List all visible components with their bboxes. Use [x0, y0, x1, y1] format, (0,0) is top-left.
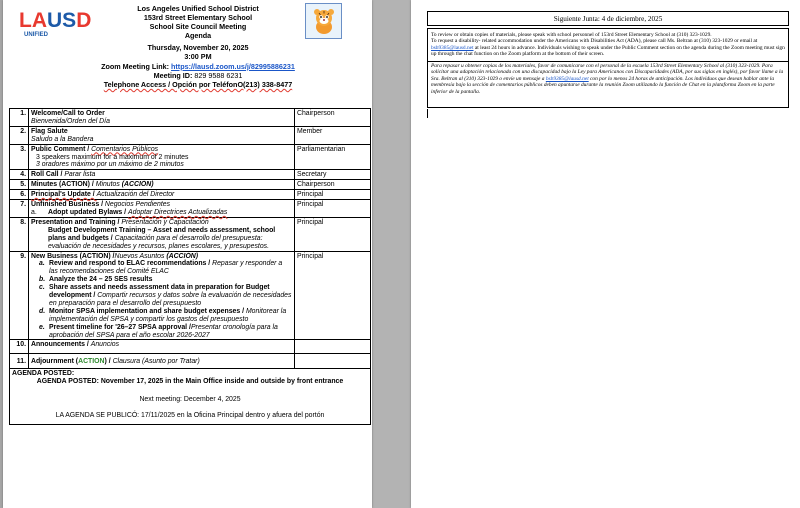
agenda-row-9: [10, 251, 371, 340]
zoom-link[interactable]: https://lausd.zoom.us/j/82995886231: [171, 61, 295, 71]
sub-title: Monitor SPSA implementation and share budget expenses /: [49, 307, 246, 315]
item-spanish: Negocios Pendientes: [104, 201, 171, 209]
item-content: [29, 144, 295, 170]
meeting-id-label: Meeting ID:: [153, 70, 193, 80]
item-title: Principal's Update /: [31, 191, 97, 199]
posted-spanish: LA AGENDA SE PUBLICÓ: 17/11/2025 en la Oficina Principal dentro y afuera del portón: [55, 411, 325, 419]
meeting-id: 829 9588 6231: [194, 70, 243, 80]
notice-es-1: Para repasar u obtener copias de los materiales, favor de comunicarse con el personal de la escuela 153rd Street Elementary School al (310) 323-1029. Para solicitar una adaptación relacionada con una discapacidad bajo la Ley para Americanos con Discapacidades (ADA, por sus siglas en inglés), por favor llame a la Sra. Beltran al (310) 323-1029 o envíe un mensaje a: [431, 63, 784, 82]
accommodation-notice: [427, 28, 789, 108]
item-spanish-action: (ACCIÓN): [166, 252, 199, 260]
item-number: 4.: [10, 170, 29, 180]
item-title: Adjournment (: [31, 358, 79, 366]
item-action: ACTION: [78, 358, 105, 366]
sub-item-c: [39, 284, 292, 308]
agenda-row-1: [10, 109, 371, 127]
item-presenter: Principal: [295, 217, 371, 251]
item-presenter: Principal: [295, 251, 371, 340]
item-spanish: Bienvenida/Orden del Día: [31, 117, 110, 125]
item-content: [29, 340, 295, 354]
posted-line: AGENDA POSTED: November 17, 2025 in the Main Office inside and outside by front entrance: [36, 378, 344, 386]
item-content: [29, 190, 295, 200]
document-page-2: [411, 0, 800, 508]
item-presenter: Secretary: [295, 170, 371, 180]
agenda-row-2: [10, 126, 371, 144]
item-presenter: Member: [295, 126, 371, 144]
item-number: 2.: [10, 126, 29, 144]
item-presenter: Chairperson: [295, 180, 371, 190]
zoom-line: [73, 62, 323, 71]
item-number: 1.: [10, 109, 29, 127]
tiger-mascot-image: [305, 3, 342, 39]
email-link-es[interactable]: bsb9385@lausd.net: [545, 75, 589, 82]
notice-en-2: [431, 38, 785, 57]
notice-es-2: con por lo menos 24 horas de anticipación. Los individuos que desean hablar ante la membresía bajo la sección de comentarios públicos deben apuntarse durante la reunión Zoom utilizando la función de Chat en la plataforma Zoom en la parte inferior de la pantalla.: [431, 75, 775, 95]
sub-spanish: Capacitación para el desarrollo del presupuesta: evaluación de necesidades y recursos, planes escolares, y presupestos.: [48, 234, 270, 250]
meeting-id-line: [73, 71, 323, 80]
item-presenter: Principal: [295, 200, 371, 218]
council-name: School Site Council Meeting: [149, 22, 247, 32]
item-spanish: Parar lista: [64, 171, 96, 179]
sub-title: Present timeline for '26–27 SPSA approval /: [49, 323, 191, 331]
item-content: [29, 109, 295, 127]
item-title-end: ) /: [104, 358, 113, 366]
zoom-label: Zoom Meeting Link:: [101, 61, 170, 71]
email-link[interactable]: bsb9385@lausd.net: [431, 44, 474, 51]
item-spanish: Minutos: [95, 181, 122, 189]
item-spanish: Comentarios Públicos: [91, 145, 159, 153]
item-title: Presentation and Training /: [31, 218, 122, 226]
item-title: Roll Call /: [31, 171, 65, 179]
item-number: 5.: [10, 180, 29, 190]
item-detail-es: 3 oradores máximo por un máximo de 2 minutos: [36, 161, 184, 169]
item-spanish: Saludo a la Bandera: [31, 135, 94, 143]
item-number: 3.: [10, 144, 29, 170]
item-number: 9.: [10, 251, 29, 340]
item-content: [29, 217, 295, 251]
item-presenter: [295, 354, 371, 369]
document-header: [73, 4, 323, 89]
agenda-row-5: [10, 180, 371, 190]
logo-lausd: LAUSD: [19, 9, 92, 32]
item-content: [29, 251, 295, 340]
agenda-footer-row: [10, 369, 371, 425]
item-spanish: Nuevos Asuntos: [114, 252, 167, 260]
item-spanish-action: (ACCIÓN): [121, 181, 154, 189]
sub-spanish: Presentar cronología para la aprobación del SPSA para el año escolar 2026-2027: [49, 323, 278, 339]
item-number: 8.: [10, 217, 29, 251]
meeting-time: 3:00 PM: [184, 52, 212, 62]
sub-title: Share assets and needs assessment data in preparation for Budget development /: [49, 284, 270, 300]
sub-spanish: Adoptar Directrices Actualizadas: [128, 208, 228, 216]
agenda-row-10: [10, 340, 371, 354]
agenda-title: Agenda: [184, 31, 212, 41]
notice-english: [428, 29, 788, 62]
telephone-line: Telephone Access / Opción por TeléfonO(213) 338-8477: [103, 79, 293, 89]
item-presenter: Principal: [295, 190, 371, 200]
item-spanish: Presentación y Capacitación: [121, 218, 209, 226]
agenda-footer: [10, 369, 371, 425]
text-cursor: [427, 109, 428, 118]
sub-title: Budget Development Training – Asset and needs assessment, school plans and budgets /: [48, 226, 276, 242]
sub-letter: e.: [39, 323, 45, 331]
sub-item-e: [39, 324, 292, 340]
sub-spanish: Compartir recursos y datos sobre la evaluación de necesidades en preparación para el desarrollo del presupuesto: [49, 292, 292, 307]
sub-letter: a.: [39, 260, 45, 268]
notice-en-2-text: To request a disability- related accommodation under the Americans with Disabilities Act (ADA), please call Ms. Beltran at (310) 323-1029 or email at: [431, 38, 758, 45]
notice-en-3-text: at least 24 hours in advance. Individuals wishing to speak under the Public Comment section on the agenda during the Zoom meeting must sign up through the chat function on the Zoom platform at the bottom of their screen.: [431, 44, 785, 58]
item-content: [29, 170, 295, 180]
page-gap: [372, 0, 411, 508]
sub-letter: d.: [39, 307, 46, 315]
agenda-row-8: [10, 217, 371, 251]
item-detail-en: 3 speakers maximum for a maximum of 2 minutes: [36, 153, 189, 161]
item-number: 10.: [10, 340, 29, 354]
item-presenter: Parliamentarian: [295, 144, 371, 170]
item-title: Welcome/Call to Order: [31, 110, 105, 117]
district-name: Los Angeles Unified School District: [137, 4, 259, 13]
sub-item-a: [39, 260, 292, 276]
item-title: Unfinished Business /: [31, 201, 105, 209]
notice-en-1: To review or obtain copies of materials, please speak with school personnel of 153rd Street Elementary School at (310) 323-1029.: [431, 32, 712, 38]
item-content: [29, 126, 295, 144]
item-spanish: Actualización del Director: [96, 191, 175, 199]
item-title: Public Comment /: [31, 145, 92, 153]
item-number: 6.: [10, 190, 29, 200]
item-spanish: Clausura (Asunto por Tratar): [112, 358, 200, 366]
agenda-row-3: [10, 144, 371, 170]
item-content: [29, 354, 295, 369]
logo-unified: UNIFIED: [24, 32, 48, 38]
sub-item-b: [39, 276, 292, 284]
tiger-icon: [309, 6, 339, 36]
sub-item-d: [39, 308, 292, 324]
posted-label: AGENDA POSTED:: [12, 370, 75, 378]
item-title: Flag Salute: [31, 127, 68, 135]
notice-spanish: [428, 62, 788, 96]
sub-spanish: Monitorear la implementación del SPSA y compartir los gastos del presupuesto: [49, 307, 287, 323]
agenda-row-6: [10, 190, 371, 200]
sub-letter: b.: [39, 276, 46, 284]
sub-title: Review and respond to ELAC recommendations /: [49, 260, 213, 268]
item-title: Announcements /: [31, 341, 91, 349]
sub-title: Adopt updated Bylaws /: [48, 208, 129, 216]
item-title: Minutes (ACTION) /: [31, 181, 96, 189]
agenda-row-11: [10, 354, 371, 369]
next-meeting-spanish: Siguiente Junta: 4 de diciembre, 2025: [427, 11, 789, 26]
agenda-row-7: [10, 200, 371, 218]
item-title: New Business (ACTION) /: [31, 252, 115, 260]
item-content: [29, 180, 295, 190]
meeting-date: Thursday, November 20, 2025: [147, 43, 249, 53]
item-number: 7.: [10, 200, 29, 218]
sub-letter: a.: [31, 208, 37, 216]
item-content: [29, 200, 295, 218]
item-spanish: Anuncios: [90, 341, 120, 349]
item-presenter: Chairperson: [295, 109, 371, 127]
document-page-1: [3, 0, 372, 508]
sub-title: Analyze the 24 – 25 SES results: [49, 276, 153, 284]
school-name: 153rd Street Elementary School: [143, 13, 253, 23]
next-meeting: Next meeting: December 4, 2025: [139, 395, 241, 403]
sub-letter: c.: [39, 284, 45, 292]
item-presenter: [295, 340, 371, 354]
agenda-row-4: [10, 170, 371, 180]
item-number: 11.: [10, 354, 29, 369]
agenda-table: [9, 108, 371, 425]
sub-spanish: Repasar y responder a las recomendaciones del Comité ELAC: [49, 260, 283, 276]
